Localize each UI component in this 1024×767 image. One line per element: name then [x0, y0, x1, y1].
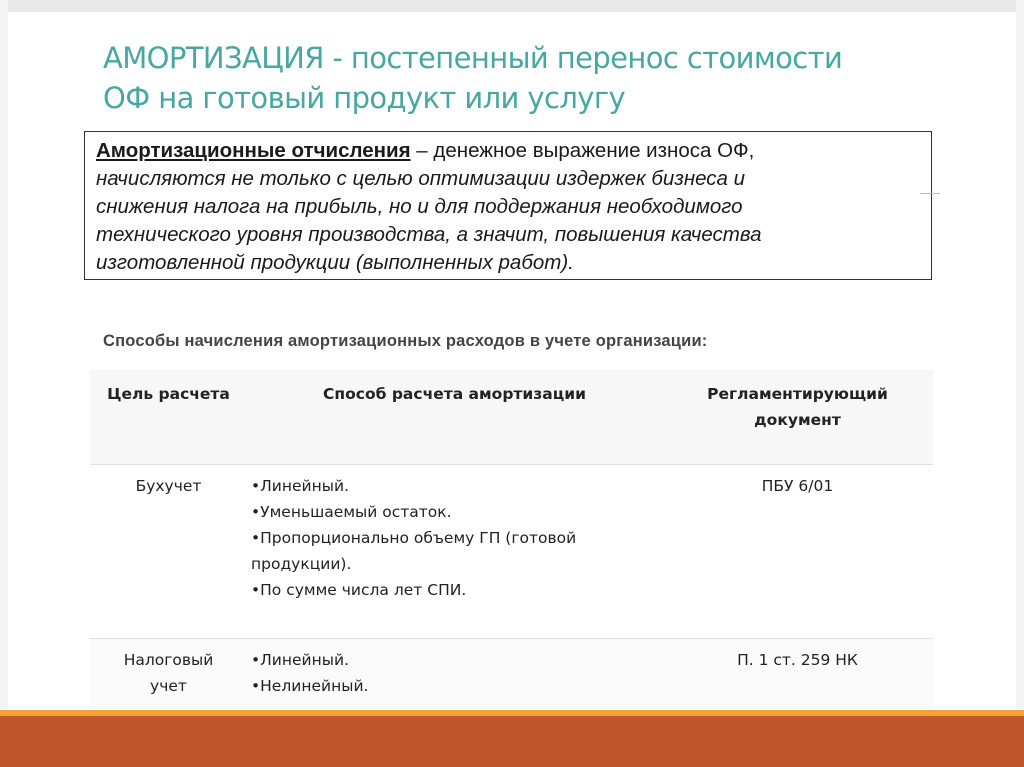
list-item: • Линейный. — [251, 647, 661, 673]
definition-line-5: изготовленной продукции (выполненных работ). — [96, 251, 574, 274]
header-document — [662, 370, 933, 465]
definition-intro: – денежное выражение износа ОФ, — [410, 139, 755, 162]
title-line-1: АМОРТИЗАЦИЯ - постепенный перенос стоимости — [103, 41, 843, 75]
definition-term: Амортизационные отчисления — [96, 139, 411, 162]
list-item: • Уменьшаемый остаток. — [251, 499, 661, 525]
definition-line-3: снижения налога на прибыль, но и для поддержания необходимого — [96, 195, 743, 218]
divider-line — [920, 193, 940, 194]
definition-line-4: технического уровня производства, а значит, повышения качества — [96, 223, 762, 246]
table-header-row — [90, 370, 933, 465]
table-row — [90, 639, 933, 721]
definition-line-1 — [96, 137, 921, 165]
methods-list — [251, 647, 661, 699]
cell-goal: Бухучет — [90, 465, 247, 639]
methods-list — [251, 473, 661, 603]
definition-line-2: начисляются не только с целью оптимизации издержек бизнеса и — [96, 167, 746, 190]
header-method: Способ расчета амортизации — [247, 370, 662, 465]
cell-methods — [247, 465, 662, 639]
list-item: • Линейный. — [251, 473, 661, 499]
cell-goal-line-2: учет — [150, 677, 187, 695]
header-goal: Цель расчета — [90, 370, 247, 465]
title-line-2: ОФ на готовый продукт или услугу — [103, 81, 626, 115]
methods-table — [90, 370, 933, 721]
cell-methods — [247, 639, 662, 721]
slide-left-frame — [0, 0, 8, 767]
cell-document: ПБУ 6/01 — [662, 465, 933, 639]
cell-goal-line-1: Налоговый — [123, 651, 214, 669]
definition-box — [84, 131, 932, 280]
cell-goal — [90, 639, 247, 721]
slide-top-frame — [0, 0, 1024, 12]
header-document-line-2: документ — [754, 411, 841, 429]
table-row — [90, 465, 933, 639]
list-item: • Пропорционально объему ГП (готовой продукции). — [251, 525, 661, 577]
header-document-line-1: Регламентирующий — [707, 385, 888, 403]
list-item: • Нелинейный. — [251, 673, 661, 699]
bottom-bar — [0, 716, 1024, 767]
slide-title — [103, 38, 983, 118]
list-item: • По сумме числа лет СПИ. — [251, 577, 661, 603]
slide-right-frame — [1016, 0, 1024, 767]
cell-document: П. 1 ст. 259 НК — [662, 639, 933, 721]
table-caption: Способы начисления амортизационных расходов в учете организации: — [103, 332, 708, 350]
